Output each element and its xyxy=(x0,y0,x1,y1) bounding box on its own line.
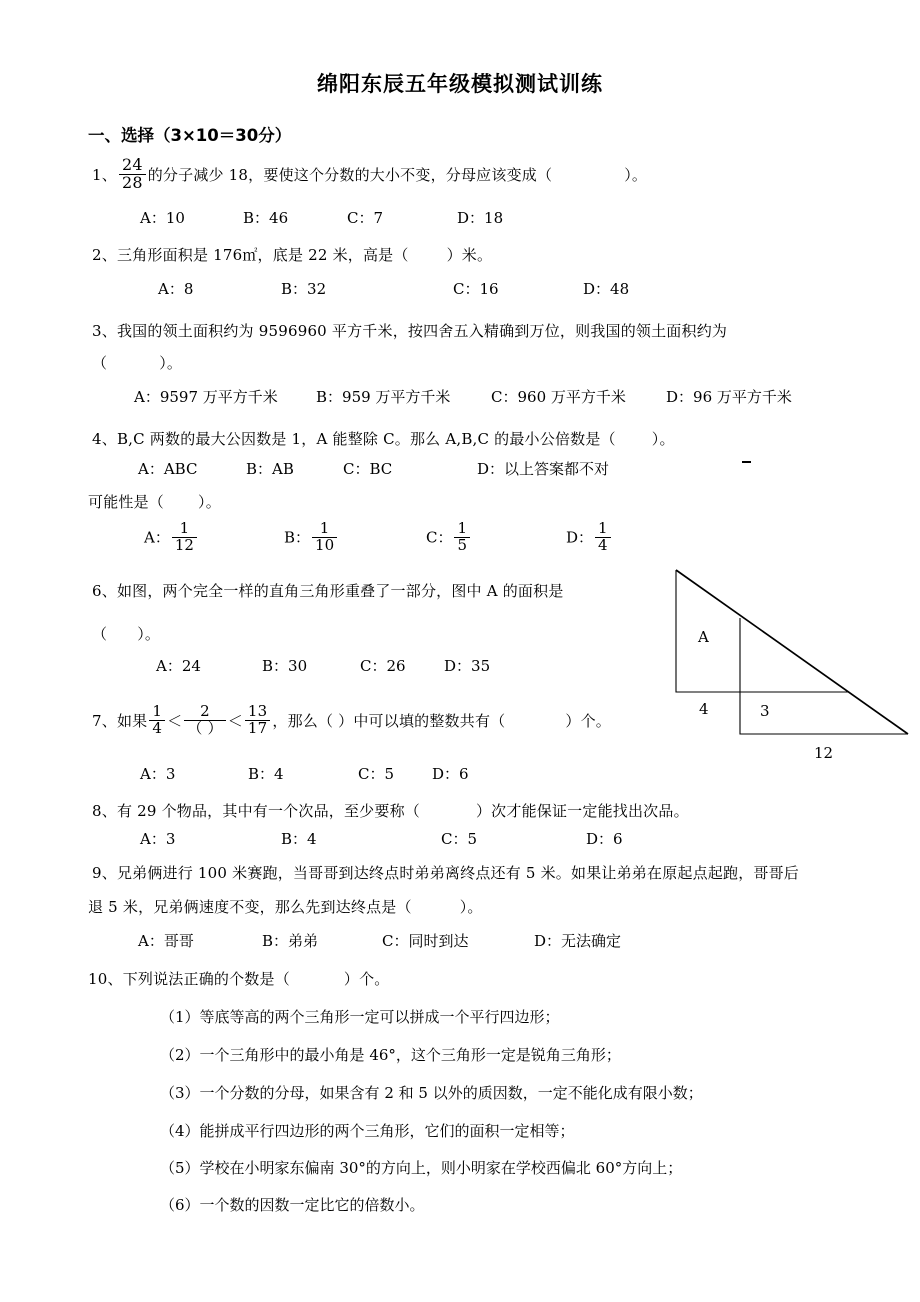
option-b[interactable]: B：46 xyxy=(243,209,289,227)
question-3-blank-open: （ xyxy=(92,354,108,372)
fraction-numerator: 1 xyxy=(312,521,337,538)
figure-label-12: 12 xyxy=(814,744,834,762)
option-c[interactable]: C：同时到达 xyxy=(382,932,469,950)
option-a[interactable]: A：9597 万平方千米 xyxy=(134,388,278,406)
question-2-text xyxy=(92,244,492,267)
question-4-text xyxy=(92,428,675,451)
question-7-tail: ，那么（ ）中可以填的整数共有（ xyxy=(272,712,506,730)
option-a[interactable]: A：10 xyxy=(140,209,185,227)
fraction-denominator: 4 xyxy=(598,535,608,554)
question-7-number: 7、 xyxy=(92,712,117,730)
question-9-body: 兄弟俩进行 100 米赛跑，当哥哥到达终点时弟弟离终点还有 5 米。如果让弟弟在原起点起跑，哥哥后 xyxy=(116,864,800,882)
statement-4: （4）能拼成平行四边形的两个三角形，它们的面积一定相等； xyxy=(160,1122,575,1140)
geometry-figure xyxy=(660,552,918,782)
option-d[interactable]: D：35 xyxy=(444,657,491,675)
option-c[interactable]: C：5 xyxy=(358,765,395,783)
page-title: 绵阳东辰五年级模拟测试训练 xyxy=(317,72,603,96)
question-7-options xyxy=(140,763,469,784)
option-d[interactable] xyxy=(566,519,613,555)
question-10-number: 10、 xyxy=(88,970,123,988)
option-a[interactable]: A：哥哥 xyxy=(138,932,194,950)
question-2-body: 三角形面积是 176㎡，底是 22 米，高是（ xyxy=(116,246,409,264)
question-6-body: 如图，两个完全一样的直角三角形重叠了一部分，图中 A 的面积是 xyxy=(116,582,564,600)
option-a[interactable]: A：8 xyxy=(158,280,194,298)
question-1-number: 1、 xyxy=(92,166,117,185)
question-2-blank-close: ）米。 xyxy=(446,246,493,264)
question-7-relation-2: ＜ xyxy=(227,712,243,730)
section-score-note: （3×10＝30分） xyxy=(154,126,292,145)
option-c-letter: C： xyxy=(426,528,453,547)
option-b[interactable]: B：959 万平方千米 xyxy=(316,388,451,406)
figure-label-4: 4 xyxy=(699,700,709,718)
option-d[interactable]: D：48 xyxy=(583,280,630,298)
section-label: 一、选择 xyxy=(88,126,154,145)
option-c[interactable]: C：26 xyxy=(360,657,406,675)
question-4-body: B,C 两数的最大公因数是 1，A 能整除 C。那么 A,B,C 的最小公倍数是（ xyxy=(116,430,616,448)
option-c[interactable]: C：960 万平方千米 xyxy=(491,388,626,406)
option-c[interactable]: C：7 xyxy=(347,209,384,227)
fraction-numerator: 1 xyxy=(454,521,470,538)
figure-label-a: A xyxy=(698,628,709,646)
fraction-denominator: 12 xyxy=(174,535,194,554)
question-9-blank-close: ）。 xyxy=(459,898,483,916)
option-b[interactable]: B：32 xyxy=(281,280,327,298)
question-1-blank-close: ）。 xyxy=(624,166,648,185)
question-7-lead: 如果 xyxy=(116,712,148,730)
question-10-blank-close: ）个。 xyxy=(343,970,390,988)
question-1-text xyxy=(92,155,648,193)
question-7-tail-close: ）个。 xyxy=(565,712,611,730)
question-9-text-line2 xyxy=(88,896,483,919)
question-3-text xyxy=(92,320,727,343)
statement-2: （2）一个三角形中的最小角是 46°，这个三角形一定是锐角三角形； xyxy=(160,1046,621,1064)
question-8-text xyxy=(92,800,689,823)
question-10-text xyxy=(88,968,390,991)
question-6-text-line2 xyxy=(92,623,160,646)
figure-label-3: 3 xyxy=(760,702,770,720)
option-c[interactable]: C：BC xyxy=(343,460,393,478)
fraction-numerator: 1 xyxy=(595,521,611,538)
question-9-options xyxy=(138,930,621,951)
option-c[interactable]: C：5 xyxy=(441,830,478,848)
option-d[interactable]: D：18 xyxy=(457,209,504,227)
stray-ink-mark xyxy=(742,461,751,463)
question-8-number: 8、 xyxy=(92,802,117,820)
fraction-numerator: 13 xyxy=(245,704,271,721)
option-b[interactable]: B：4 xyxy=(281,830,317,848)
question-7-fraction-1 xyxy=(149,704,165,737)
question-5-blank-close: ）。 xyxy=(198,493,221,511)
fraction-denominator: 28 xyxy=(121,172,143,192)
statement-5: （5）学校在小明家东偏南 30°的方向上，则小明家在学校西偏北 60°方向上； xyxy=(160,1159,683,1177)
option-c[interactable]: C：16 xyxy=(453,280,499,298)
question-3-text-line2 xyxy=(92,352,182,375)
fraction-denominator: （ ） xyxy=(187,718,223,737)
question-7-fraction-2 xyxy=(184,704,225,737)
question-6-blank-close: ）。 xyxy=(137,625,161,643)
question-2-number: 2、 xyxy=(92,246,117,264)
option-b-letter: B： xyxy=(284,528,311,547)
question-1-fraction xyxy=(119,157,146,192)
fraction-denominator: 4 xyxy=(152,718,163,737)
question-6-blank-open: （ xyxy=(92,625,108,643)
fraction-numerator: 1 xyxy=(172,521,197,538)
option-d-fraction xyxy=(595,521,611,554)
question-1-options xyxy=(140,207,503,228)
option-a[interactable] xyxy=(144,519,284,555)
option-b[interactable]: B：AB xyxy=(246,460,294,478)
question-9-number: 9、 xyxy=(92,864,117,882)
fraction-numerator: 24 xyxy=(119,157,146,175)
question-3-body: 我国的领土面积约为 9596960 平方千米，按四舍五入精确到万位，则我国的领土面积约为 xyxy=(116,322,728,340)
fraction-denominator: 17 xyxy=(247,718,268,737)
question-8-options xyxy=(140,828,623,849)
question-9-body-line2: 退 5 米，兄弟俩速度不变，那么先到达终点是（ xyxy=(88,898,412,916)
option-d[interactable]: D：6 xyxy=(586,830,623,848)
option-b[interactable]: B：4 xyxy=(248,765,284,783)
fraction-numerator: 1 xyxy=(149,704,165,721)
question-4-number: 4、 xyxy=(92,430,117,448)
question-7-fraction-3 xyxy=(245,704,271,737)
option-c-fraction xyxy=(454,521,470,554)
option-a[interactable]: A：3 xyxy=(140,830,176,848)
fraction-denominator: 5 xyxy=(457,535,468,554)
option-a[interactable]: A：24 xyxy=(156,657,201,675)
statement-3: （3）一个分数的分母，如果含有 2 和 5 以外的质因数，一定不能化成有限小数； xyxy=(160,1084,703,1102)
statement-1: （1）等底等高的两个三角形一定可以拼成一个平行四边形； xyxy=(160,1008,560,1026)
option-b-fraction xyxy=(312,521,337,554)
statement-6: （6）一个数的因数一定比它的倍数小。 xyxy=(160,1196,425,1214)
question-3-number: 3、 xyxy=(92,322,117,340)
option-b[interactable] xyxy=(284,519,426,555)
option-b[interactable]: B：30 xyxy=(262,657,308,675)
question-5-text xyxy=(88,491,221,514)
question-7-relation-1: ＜ xyxy=(167,712,183,730)
question-4-blank-close: ）。 xyxy=(651,430,675,448)
question-9-text xyxy=(92,862,799,885)
question-3-blank-close: ）。 xyxy=(159,354,183,372)
option-d[interactable]: D：以上答案都不对 xyxy=(477,460,610,478)
option-a[interactable]: A：ABC xyxy=(138,460,198,478)
option-a[interactable]: A：3 xyxy=(140,765,176,783)
question-1-body: 的分子减少 18，要使这个分数的大小不变，分母应该变成（ xyxy=(147,166,553,185)
option-a-letter: A： xyxy=(144,528,170,547)
question-8-blank-close: ）次才能保证一定能找出次品。 xyxy=(475,802,689,820)
question-2-options xyxy=(158,278,629,299)
section-header xyxy=(88,122,291,146)
question-7-text xyxy=(92,702,611,738)
question-4-options xyxy=(138,458,609,479)
question-5-options xyxy=(144,519,613,555)
option-d[interactable]: D：无法确定 xyxy=(534,932,622,950)
option-c[interactable] xyxy=(426,519,566,555)
option-d[interactable]: D：96 万平方千米 xyxy=(666,388,792,406)
question-6-options xyxy=(156,655,490,676)
question-5-body: 可能性是（ xyxy=(88,493,165,511)
fraction-denominator: 10 xyxy=(315,535,335,554)
shared-hypotenuse xyxy=(676,570,908,734)
option-b[interactable]: B：弟弟 xyxy=(262,932,319,950)
option-d-letter: D： xyxy=(566,528,594,547)
question-3-options xyxy=(134,386,792,407)
option-d[interactable]: D：6 xyxy=(432,765,469,783)
question-10-body: 下列说法正确的个数是（ xyxy=(122,970,290,988)
question-6-text xyxy=(92,580,564,603)
question-8-body: 有 29 个物品，其中有一个次品，至少要称（ xyxy=(116,802,420,820)
question-6-number: 6、 xyxy=(92,582,117,600)
fraction-numerator: 2 xyxy=(184,704,225,721)
option-a-fraction xyxy=(172,521,197,554)
